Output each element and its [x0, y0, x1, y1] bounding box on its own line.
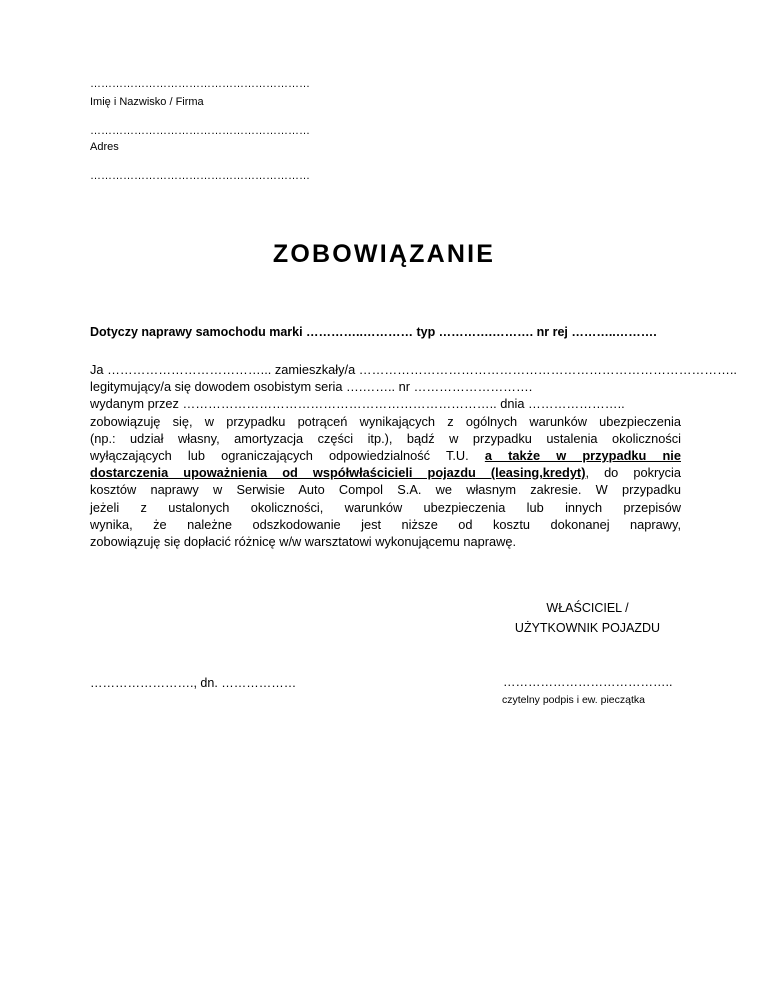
emphasis-text: dostarczenia upoważnienia od współwłaścicieli pojazdu (leasing,kredyt): [90, 465, 586, 481]
address-label: Adres: [90, 141, 119, 153]
owner-line: WŁAŚCICIEL /: [546, 601, 629, 615]
subject-line: Dotyczy naprawy samochodu marki …………..………… typ ………….………. nr rej ………..……….: [90, 325, 657, 339]
body-line: (np.: udział własny, amortyzacja części itp.), bądź w przypadku ustalenia okoliczności: [90, 430, 681, 446]
document-title: ZOBOWIĄZANIE: [272, 240, 496, 268]
signature-dots: …………………………………..: [503, 675, 673, 689]
body-text: wyłączających lub ograniczających odpowiedzialność T.U.: [90, 448, 469, 464]
emphasis-text: a także w przypadku nie: [484, 448, 681, 464]
body-line: [90, 447, 681, 464]
signature-label: czytelny podpis i ew. pieczątka: [502, 694, 645, 706]
body-line: kosztów naprawy w Serwisie Auto Compol S.A. we własnym zakresie. W przypadku: [90, 482, 681, 498]
body-line: zobowiązuję się, w przypadku potrąceń wynikających z ogólnych warunków ubezpieczenia: [90, 413, 681, 429]
owner-block: [495, 598, 680, 638]
extra-dots: ……………………………………………………: [90, 170, 310, 182]
body-line: zobowiązuję się dopłacić różnicę w/w warsztatowi wykonującemu naprawę.: [90, 534, 517, 550]
body-line: wynika, że należne odszkodowanie jest niższe od kosztu dokonanej naprawy,: [90, 516, 681, 532]
body-paragraph: [90, 361, 737, 550]
place-date-field: ……………………., dn. ………………: [90, 676, 297, 690]
body-line: legitymujący/a się dowodem osobistym seria ….…….. nr ……………………….: [90, 379, 533, 395]
name-label: Imię i Nazwisko / Firma: [90, 96, 204, 108]
address-dots: ……………………………………………………: [90, 125, 310, 137]
body-text: , do pokrycia: [585, 465, 681, 481]
body-line: Ja ………………………………... zamieszkały/a ……………………………………………………………………………..: [90, 362, 737, 377]
body-line: [90, 464, 681, 481]
body-line: jeżeli z ustalonych okoliczności, warunków ubezpieczenia lub innych przepisów: [90, 499, 681, 515]
owner-line: UŻYTKOWNIK POJAZDU: [514, 621, 661, 635]
name-dots: ……………………………………………………: [90, 78, 310, 90]
body-line: wydanym przez ……………………………………………………………….. dnia …………………..: [90, 396, 625, 412]
